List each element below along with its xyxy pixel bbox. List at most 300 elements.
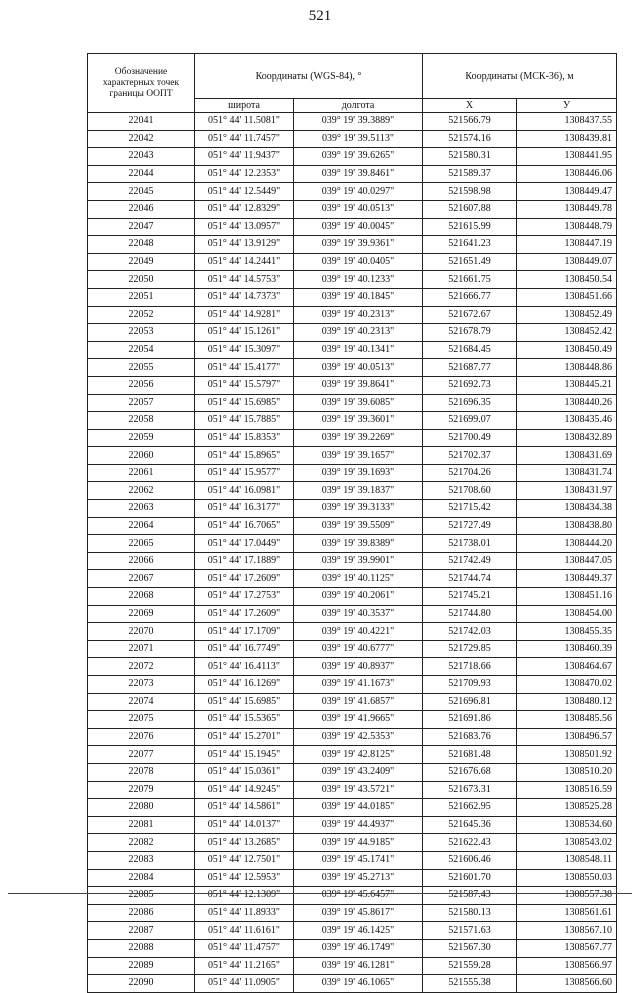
- y-coordinate-cell: 1308460.39: [517, 640, 617, 658]
- y-coordinate-cell: 1308446.06: [517, 165, 617, 183]
- point-id-cell: 22053: [88, 324, 195, 342]
- table-row: [88, 763, 617, 781]
- table-row: [88, 183, 617, 201]
- table-body: [88, 113, 617, 993]
- longitude-cell: 039° 19' 40.4221": [294, 623, 423, 641]
- point-id-cell: 22064: [88, 517, 195, 535]
- latitude-cell: 051° 44' 15.5797": [195, 376, 294, 394]
- x-coordinate-cell: 521645.36: [423, 816, 517, 834]
- latitude-cell: 051° 44' 15.9577": [195, 464, 294, 482]
- y-coordinate-cell: 1308450.49: [517, 341, 617, 359]
- y-coordinate-cell: 1308470.02: [517, 676, 617, 694]
- x-coordinate-cell: 521673.31: [423, 781, 517, 799]
- point-id-cell: 22086: [88, 904, 195, 922]
- longitude-cell: 039° 19' 41.1673": [294, 676, 423, 694]
- x-coordinate-cell: 521744.74: [423, 570, 517, 588]
- table-row: [88, 324, 617, 342]
- y-coordinate-cell: 1308441.95: [517, 148, 617, 166]
- x-coordinate-cell: 521662.95: [423, 799, 517, 817]
- latitude-cell: 051° 44' 12.2353": [195, 165, 294, 183]
- table-row: [88, 904, 617, 922]
- latitude-cell: 051° 44' 11.7457": [195, 130, 294, 148]
- y-coordinate-cell: 1308567.10: [517, 922, 617, 940]
- longitude-cell: 039° 19' 46.1425": [294, 922, 423, 940]
- point-id-cell: 22079: [88, 781, 195, 799]
- longitude-cell: 039° 19' 40.0405": [294, 253, 423, 271]
- point-id-cell: 22089: [88, 957, 195, 975]
- point-id-cell: 22047: [88, 218, 195, 236]
- table-row: [88, 341, 617, 359]
- table-row: [88, 640, 617, 658]
- latitude-cell: 051° 44' 15.6985": [195, 693, 294, 711]
- table-row: [88, 535, 617, 553]
- x-coordinate-cell: 521696.35: [423, 394, 517, 412]
- y-coordinate-cell: 1308449.47: [517, 183, 617, 201]
- latitude-cell: 051° 44' 13.9129": [195, 236, 294, 254]
- x-coordinate-cell: 521715.42: [423, 500, 517, 518]
- table-row: [88, 975, 617, 993]
- table-row: [88, 623, 617, 641]
- point-id-cell: 22066: [88, 552, 195, 570]
- table-row: [88, 658, 617, 676]
- x-coordinate-cell: 521738.01: [423, 535, 517, 553]
- latitude-cell: 051° 44' 17.2753": [195, 588, 294, 606]
- x-coordinate-cell: 521704.26: [423, 464, 517, 482]
- latitude-cell: 051° 44' 15.8965": [195, 447, 294, 465]
- table-row: [88, 376, 617, 394]
- point-id-cell: 22042: [88, 130, 195, 148]
- point-id-cell: 22045: [88, 183, 195, 201]
- x-coordinate-cell: 521692.73: [423, 376, 517, 394]
- table-row: [88, 113, 617, 131]
- y-coordinate-cell: 1308449.78: [517, 200, 617, 218]
- point-id-cell: 22054: [88, 341, 195, 359]
- x-coordinate-cell: 521574.16: [423, 130, 517, 148]
- y-coordinate-cell: 1308437.55: [517, 113, 617, 131]
- table-row: [88, 148, 617, 166]
- latitude-cell: 051° 44' 14.2441": [195, 253, 294, 271]
- longitude-cell: 039° 19' 39.9361": [294, 236, 423, 254]
- header-wgs84: Координаты (WGS-84), °: [195, 54, 423, 99]
- point-id-cell: 22075: [88, 711, 195, 729]
- latitude-cell: 051° 44' 15.2701": [195, 728, 294, 746]
- coordinates-table: [87, 53, 617, 993]
- y-coordinate-cell: 1308566.60: [517, 975, 617, 993]
- y-coordinate-cell: 1308454.00: [517, 605, 617, 623]
- y-coordinate-cell: 1308525.28: [517, 799, 617, 817]
- point-id-cell: 22081: [88, 816, 195, 834]
- longitude-cell: 039° 19' 41.6857": [294, 693, 423, 711]
- longitude-cell: 039° 19' 40.2313": [294, 324, 423, 342]
- longitude-cell: 039° 19' 40.2313": [294, 306, 423, 324]
- longitude-cell: 039° 19' 41.9665": [294, 711, 423, 729]
- y-coordinate-cell: 1308561.61: [517, 904, 617, 922]
- latitude-cell: 051° 44' 11.5081": [195, 113, 294, 131]
- x-coordinate-cell: 521566.79: [423, 113, 517, 131]
- table-row: [88, 676, 617, 694]
- y-coordinate-cell: 1308448.86: [517, 359, 617, 377]
- y-coordinate-cell: 1308434.38: [517, 500, 617, 518]
- y-coordinate-cell: 1308451.66: [517, 288, 617, 306]
- y-coordinate-cell: 1308440.26: [517, 394, 617, 412]
- table-row: [88, 165, 617, 183]
- point-id-cell: 22049: [88, 253, 195, 271]
- x-coordinate-cell: 521598.98: [423, 183, 517, 201]
- y-coordinate-cell: 1308447.19: [517, 236, 617, 254]
- table-row: [88, 799, 617, 817]
- y-coordinate-cell: 1308438.80: [517, 517, 617, 535]
- latitude-cell: 051° 44' 11.6161": [195, 922, 294, 940]
- latitude-cell: 051° 44' 11.4757": [195, 939, 294, 957]
- latitude-cell: 051° 44' 15.1945": [195, 746, 294, 764]
- latitude-cell: 051° 44' 14.7373": [195, 288, 294, 306]
- table-row: [88, 816, 617, 834]
- table-row: [88, 500, 617, 518]
- latitude-cell: 051° 44' 15.5365": [195, 711, 294, 729]
- table-row: [88, 588, 617, 606]
- longitude-cell: 039° 19' 40.0045": [294, 218, 423, 236]
- longitude-cell: 039° 19' 39.3889": [294, 113, 423, 131]
- x-coordinate-cell: 521622.43: [423, 834, 517, 852]
- longitude-cell: 039° 19' 44.4937": [294, 816, 423, 834]
- latitude-cell: 051° 44' 17.2609": [195, 570, 294, 588]
- latitude-cell: 051° 44' 12.1309": [195, 887, 294, 905]
- longitude-cell: 039° 19' 40.2061": [294, 588, 423, 606]
- y-coordinate-cell: 1308452.42: [517, 324, 617, 342]
- x-coordinate-cell: 521651.49: [423, 253, 517, 271]
- point-id-cell: 22063: [88, 500, 195, 518]
- table-row: [88, 130, 617, 148]
- x-coordinate-cell: 521691.86: [423, 711, 517, 729]
- table-row: [88, 746, 617, 764]
- longitude-cell: 039° 19' 39.8389": [294, 535, 423, 553]
- x-coordinate-cell: 521681.48: [423, 746, 517, 764]
- longitude-cell: 039° 19' 40.1233": [294, 271, 423, 289]
- y-coordinate-cell: 1308510.20: [517, 763, 617, 781]
- x-coordinate-cell: 521678.79: [423, 324, 517, 342]
- longitude-cell: 039° 19' 39.3601": [294, 412, 423, 430]
- y-coordinate-cell: 1308534.60: [517, 816, 617, 834]
- x-coordinate-cell: 521742.49: [423, 552, 517, 570]
- longitude-cell: 039° 19' 39.6265": [294, 148, 423, 166]
- latitude-cell: 051° 44' 17.0449": [195, 535, 294, 553]
- longitude-cell: 039° 19' 40.1845": [294, 288, 423, 306]
- point-id-cell: 22059: [88, 429, 195, 447]
- x-coordinate-cell: 521672.67: [423, 306, 517, 324]
- latitude-cell: 051° 44' 12.5953": [195, 869, 294, 887]
- header-msk36: Координаты (МСК-36), м: [423, 54, 617, 99]
- latitude-cell: 051° 44' 14.5861": [195, 799, 294, 817]
- y-coordinate-cell: 1308451.16: [517, 588, 617, 606]
- point-id-cell: 22043: [88, 148, 195, 166]
- x-coordinate-cell: 521601.70: [423, 869, 517, 887]
- latitude-cell: 051° 44' 11.9437": [195, 148, 294, 166]
- longitude-cell: 039° 19' 44.0185": [294, 799, 423, 817]
- latitude-cell: 051° 44' 16.0981": [195, 482, 294, 500]
- longitude-cell: 039° 19' 45.6457": [294, 887, 423, 905]
- x-coordinate-cell: 521687.77: [423, 359, 517, 377]
- latitude-cell: 051° 44' 11.2165": [195, 957, 294, 975]
- x-coordinate-cell: 521709.93: [423, 676, 517, 694]
- y-coordinate-cell: 1308464.67: [517, 658, 617, 676]
- x-coordinate-cell: 521555.38: [423, 975, 517, 993]
- longitude-cell: 039° 19' 40.3537": [294, 605, 423, 623]
- longitude-cell: 039° 19' 45.8617": [294, 904, 423, 922]
- bottom-divider: [8, 893, 632, 894]
- x-coordinate-cell: 521718.66: [423, 658, 517, 676]
- y-coordinate-cell: 1308435.46: [517, 412, 617, 430]
- table-row: [88, 887, 617, 905]
- table-row: [88, 253, 617, 271]
- point-id-cell: 22090: [88, 975, 195, 993]
- table-row: [88, 957, 617, 975]
- table-row: [88, 200, 617, 218]
- y-coordinate-cell: 1308452.49: [517, 306, 617, 324]
- latitude-cell: 051° 44' 13.0957": [195, 218, 294, 236]
- x-coordinate-cell: 521666.77: [423, 288, 517, 306]
- longitude-cell: 039° 19' 40.0513": [294, 359, 423, 377]
- point-id-cell: 22041: [88, 113, 195, 131]
- x-coordinate-cell: 521708.60: [423, 482, 517, 500]
- latitude-cell: 051° 44' 15.0361": [195, 763, 294, 781]
- latitude-cell: 051° 44' 11.8933": [195, 904, 294, 922]
- latitude-cell: 051° 44' 12.8329": [195, 200, 294, 218]
- latitude-cell: 051° 44' 13.2685": [195, 834, 294, 852]
- y-coordinate-cell: 1308450.54: [517, 271, 617, 289]
- x-coordinate-cell: 521700.49: [423, 429, 517, 447]
- y-coordinate-cell: 1308431.97: [517, 482, 617, 500]
- latitude-cell: 051° 44' 15.3097": [195, 341, 294, 359]
- table-row: [88, 236, 617, 254]
- page-number: 521: [308, 8, 332, 24]
- table-row: [88, 605, 617, 623]
- x-coordinate-cell: 521729.85: [423, 640, 517, 658]
- latitude-cell: 051° 44' 15.6985": [195, 394, 294, 412]
- latitude-cell: 051° 44' 11.0905": [195, 975, 294, 993]
- y-coordinate-cell: 1308496.57: [517, 728, 617, 746]
- table-row: [88, 429, 617, 447]
- y-coordinate-cell: 1308448.79: [517, 218, 617, 236]
- point-id-cell: 22058: [88, 412, 195, 430]
- y-coordinate-cell: 1308480.12: [517, 693, 617, 711]
- y-coordinate-cell: 1308455.35: [517, 623, 617, 641]
- latitude-cell: 051° 44' 16.7749": [195, 640, 294, 658]
- y-coordinate-cell: 1308566.97: [517, 957, 617, 975]
- table-row: [88, 288, 617, 306]
- longitude-cell: 039° 19' 39.5113": [294, 130, 423, 148]
- x-coordinate-cell: 521641.23: [423, 236, 517, 254]
- y-coordinate-cell: 1308501.92: [517, 746, 617, 764]
- point-id-cell: 22052: [88, 306, 195, 324]
- longitude-cell: 039° 19' 46.1065": [294, 975, 423, 993]
- longitude-cell: 039° 19' 42.8125": [294, 746, 423, 764]
- longitude-cell: 039° 19' 46.1749": [294, 939, 423, 957]
- x-coordinate-cell: 521702.37: [423, 447, 517, 465]
- latitude-cell: 051° 44' 16.1269": [195, 676, 294, 694]
- table-row: [88, 464, 617, 482]
- table-row: [88, 922, 617, 940]
- longitude-cell: 039° 19' 39.6085": [294, 394, 423, 412]
- y-coordinate-cell: 1308439.81: [517, 130, 617, 148]
- y-coordinate-cell: 1308444.20: [517, 535, 617, 553]
- latitude-cell: 051° 44' 15.4177": [195, 359, 294, 377]
- x-coordinate-cell: 521615.99: [423, 218, 517, 236]
- longitude-cell: 039° 19' 43.5721": [294, 781, 423, 799]
- point-id-cell: 22044: [88, 165, 195, 183]
- latitude-cell: 051° 44' 15.8353": [195, 429, 294, 447]
- point-id-cell: 22080: [88, 799, 195, 817]
- x-coordinate-cell: 521727.49: [423, 517, 517, 535]
- longitude-cell: 039° 19' 45.1741": [294, 851, 423, 869]
- longitude-cell: 039° 19' 40.6777": [294, 640, 423, 658]
- point-id-cell: 22070: [88, 623, 195, 641]
- table-row: [88, 359, 617, 377]
- longitude-cell: 039° 19' 43.2409": [294, 763, 423, 781]
- longitude-cell: 039° 19' 39.5509": [294, 517, 423, 535]
- header-y: У: [517, 99, 617, 113]
- x-coordinate-cell: 521607.88: [423, 200, 517, 218]
- point-id-cell: 22073: [88, 676, 195, 694]
- x-coordinate-cell: 521683.76: [423, 728, 517, 746]
- table-row: [88, 447, 617, 465]
- header-x: X: [423, 99, 517, 113]
- table-row: [88, 869, 617, 887]
- table-row: [88, 552, 617, 570]
- table-row: [88, 781, 617, 799]
- x-coordinate-cell: 521589.37: [423, 165, 517, 183]
- latitude-cell: 051° 44' 14.0137": [195, 816, 294, 834]
- x-coordinate-cell: 521744.80: [423, 605, 517, 623]
- longitude-cell: 039° 19' 39.3133": [294, 500, 423, 518]
- x-coordinate-cell: 521745.21: [423, 588, 517, 606]
- longitude-cell: 039° 19' 40.1125": [294, 570, 423, 588]
- x-coordinate-cell: 521676.68: [423, 763, 517, 781]
- table-row: [88, 851, 617, 869]
- point-id-cell: 22078: [88, 763, 195, 781]
- point-id-cell: 22067: [88, 570, 195, 588]
- latitude-cell: 051° 44' 14.9245": [195, 781, 294, 799]
- x-coordinate-cell: 521684.45: [423, 341, 517, 359]
- latitude-cell: 051° 44' 12.7501": [195, 851, 294, 869]
- x-coordinate-cell: 521696.81: [423, 693, 517, 711]
- y-coordinate-cell: 1308516.59: [517, 781, 617, 799]
- longitude-cell: 039° 19' 39.8461": [294, 165, 423, 183]
- latitude-cell: 051° 44' 16.7065": [195, 517, 294, 535]
- y-coordinate-cell: 1308567.77: [517, 939, 617, 957]
- x-coordinate-cell: 521606.46: [423, 851, 517, 869]
- y-coordinate-cell: 1308431.74: [517, 464, 617, 482]
- table-row: [88, 570, 617, 588]
- y-coordinate-cell: 1308543.02: [517, 834, 617, 852]
- longitude-cell: 039° 19' 39.1837": [294, 482, 423, 500]
- longitude-cell: 039° 19' 39.1657": [294, 447, 423, 465]
- latitude-cell: 051° 44' 17.1709": [195, 623, 294, 641]
- point-id-cell: 22062: [88, 482, 195, 500]
- point-id-cell: 22069: [88, 605, 195, 623]
- table-row: [88, 728, 617, 746]
- longitude-cell: 039° 19' 42.5353": [294, 728, 423, 746]
- point-id-cell: 22061: [88, 464, 195, 482]
- header-longitude: долгота: [294, 99, 423, 113]
- point-id-cell: 22076: [88, 728, 195, 746]
- y-coordinate-cell: 1308550.03: [517, 869, 617, 887]
- point-id-cell: 22077: [88, 746, 195, 764]
- x-coordinate-cell: 521742.03: [423, 623, 517, 641]
- longitude-cell: 039° 19' 40.8937": [294, 658, 423, 676]
- point-id-cell: 22060: [88, 447, 195, 465]
- longitude-cell: 039° 19' 45.2713": [294, 869, 423, 887]
- x-coordinate-cell: 521571.63: [423, 922, 517, 940]
- latitude-cell: 051° 44' 14.9281": [195, 306, 294, 324]
- point-id-cell: 22055: [88, 359, 195, 377]
- point-id-cell: 22048: [88, 236, 195, 254]
- longitude-cell: 039° 19' 39.9901": [294, 552, 423, 570]
- longitude-cell: 039° 19' 39.8641": [294, 376, 423, 394]
- table-row: [88, 412, 617, 430]
- y-coordinate-cell: 1308445.21: [517, 376, 617, 394]
- point-id-cell: 22088: [88, 939, 195, 957]
- point-id-cell: 22046: [88, 200, 195, 218]
- header-latitude: широта: [195, 99, 294, 113]
- table-row: [88, 394, 617, 412]
- point-id-cell: 22085: [88, 887, 195, 905]
- y-coordinate-cell: 1308449.37: [517, 570, 617, 588]
- latitude-cell: 051° 44' 17.2609": [195, 605, 294, 623]
- table-row: [88, 482, 617, 500]
- point-id-cell: 22056: [88, 376, 195, 394]
- header-points: Обозначение характерных точек границы ООПТ: [88, 54, 195, 113]
- y-coordinate-cell: 1308447.05: [517, 552, 617, 570]
- x-coordinate-cell: 521699.07: [423, 412, 517, 430]
- point-id-cell: 22082: [88, 834, 195, 852]
- latitude-cell: 051° 44' 16.4113": [195, 658, 294, 676]
- longitude-cell: 039° 19' 39.2269": [294, 429, 423, 447]
- y-coordinate-cell: 1308432.89: [517, 429, 617, 447]
- point-id-cell: 22051: [88, 288, 195, 306]
- x-coordinate-cell: 521580.13: [423, 904, 517, 922]
- y-coordinate-cell: 1308557.38: [517, 887, 617, 905]
- longitude-cell: 039° 19' 40.0513": [294, 200, 423, 218]
- longitude-cell: 039° 19' 39.1693": [294, 464, 423, 482]
- y-coordinate-cell: 1308449.07: [517, 253, 617, 271]
- x-coordinate-cell: 521587.43: [423, 887, 517, 905]
- latitude-cell: 051° 44' 14.5753": [195, 271, 294, 289]
- table-row: [88, 517, 617, 535]
- table-row: [88, 271, 617, 289]
- y-coordinate-cell: 1308485.56: [517, 711, 617, 729]
- latitude-cell: 051° 44' 12.5449": [195, 183, 294, 201]
- table-row: [88, 939, 617, 957]
- longitude-cell: 039° 19' 40.0297": [294, 183, 423, 201]
- table-row: [88, 711, 617, 729]
- table-row: [88, 693, 617, 711]
- point-id-cell: 22074: [88, 693, 195, 711]
- point-id-cell: 22083: [88, 851, 195, 869]
- longitude-cell: 039° 19' 40.1341": [294, 341, 423, 359]
- point-id-cell: 22057: [88, 394, 195, 412]
- point-id-cell: 22084: [88, 869, 195, 887]
- point-id-cell: 22087: [88, 922, 195, 940]
- point-id-cell: 22072: [88, 658, 195, 676]
- x-coordinate-cell: 521559.28: [423, 957, 517, 975]
- point-id-cell: 22065: [88, 535, 195, 553]
- longitude-cell: 039° 19' 46.1281": [294, 957, 423, 975]
- point-id-cell: 22050: [88, 271, 195, 289]
- latitude-cell: 051° 44' 15.7885": [195, 412, 294, 430]
- y-coordinate-cell: 1308548.11: [517, 851, 617, 869]
- latitude-cell: 051° 44' 17.1889": [195, 552, 294, 570]
- latitude-cell: 051° 44' 16.3177": [195, 500, 294, 518]
